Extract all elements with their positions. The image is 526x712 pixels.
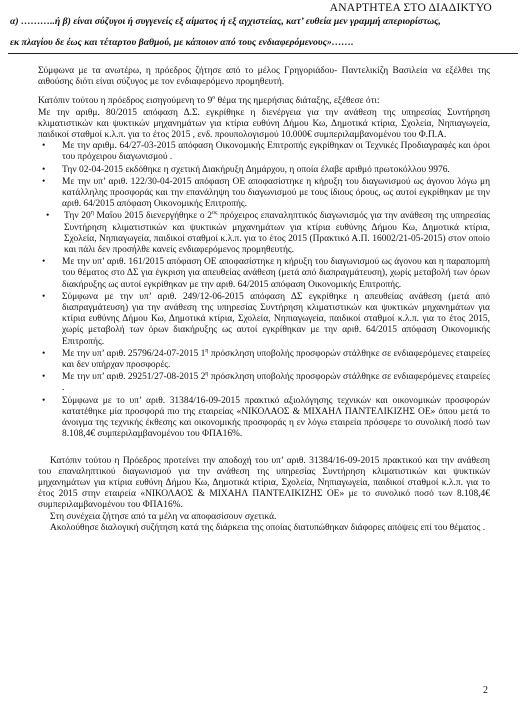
list-item: • Με την υπ’ αριθ. 29251/27-08-2015 $2^\eta$ πρόσκληση υποβολής προσφορών στάλθηκε σε ενδιαφερόμενες εταιρείες .	[42, 371, 490, 394]
bullet-icon: •	[42, 372, 46, 383]
paragraph-discussion: Ακολούθησε διαλογική συζήτηση κατά της διάρκεια της οποίας διατυπώθηκαν διάφορες απόψεις επί του θέματος .	[50, 522, 486, 533]
list-item: • Την 02-04-2015 εκδόθηκε η σχετική Διακήρυξη Δημάρχου, η οποία έλαβε αριθμό πρωτοκόλλου 9976.	[42, 164, 450, 175]
header-divider	[8, 53, 518, 54]
bullet-icon: •	[46, 211, 50, 222]
bullet-icon: •	[42, 257, 46, 268]
document-body	[38, 66, 490, 534]
bullet-icon: •	[42, 395, 46, 406]
paragraph-agenda-item: Κατόπιν τούτου η πρόεδρος εισηγούμενη το $9^o$ θέμα της ημερήσιας διάταξης, εξέθεσε ότι:	[38, 95, 380, 107]
header-quote-line-1: α) ………..ή β) είναι σύζυγοι ή συγγενείς εξ αίματος ή εξ αγχιστείας, κατ’ ευθεία μεν γραμμή απεριορίστως,	[10, 16, 441, 27]
list-item: • Με την υπ’ αριθ. 122/30-04-2015 απόφαση ΟΕ αποφασίστηκε η κήρυξη του διαγωνισμού ως άγονου λόγω μη κατάλληλης προσφοράς και την επανάληψη του διαγωνισμού με τους ίδιους όρους, ως αυτοί εγκρίθηκαν με την αριθ. 64/2015 απόφαση Οικονομικής Επιτροπής.	[42, 176, 490, 210]
header-quote-line-2: εκ πλαγίου δε έως και τέταρτου βαθμού, με κάποιον από τους ενδιαφερόμενους»…….	[10, 37, 354, 48]
paragraph-decision-80: Με την αριθμ. 80/2015 απόφαση Δ.Σ. εγκρίθηκε η διενέργεια για την ανάθεση της υπηρεσίας Συντήρηση κλιματιστικών και ψυκτικών μηχανημάτων για κτίρια ευθύνη Δήμου Κω, Δημοτικά κτίρια, Σχολεία, Νηπιαγωγεία, παιδικοί σταθμοί κ.λ.π. για το έτος 2015 , ενδ. προυπολογισμού 10.000€ συμπεριλαμβανομένου του Φ.Π.Α.	[38, 107, 490, 141]
list-item: • Με την υπ’ αριθ. 161/2015 απόφαση ΟΕ αποφασίστηκε η κήρυξη του διαγωνισμού ως άγονου και η παραπομπή του θέματος στο ΔΣ για έγκριση για απευθείας ανάθεση (μετά από διαπραγμάτευση), χωρίς μεταβολή των όρων διακήρυξης ως αυτοί εγκρίθηκαν με την αριθ. 64/2015 απόφαση Οικονομικής Επιτροπής.	[42, 257, 490, 290]
bullet-icon: •	[42, 291, 46, 302]
list-item: • Με την αριθμ. 64/27-03-2015 απόφαση Οικονομικής Επιτροπής εγκρίθηκαν οι Τεχνικές Προδιαγραφές και όροι του πρόχειρου διαγωνισμού .	[42, 141, 490, 163]
paragraph-vote-request: Στη συνέχεια ζήτησε από τα μέλη να αποφασίσουν σχετικά.	[50, 511, 277, 522]
list-item: • Την $20^\eta$ Μαΐου 2015 διενεργήθηκε ο $2^{o\varsigma}$ πρόχειρος επαναληπτικός διαγωνισμός για την ανάθεση της υπηρεσίας Συντήρηση κλιματιστικών και ψυκτικών μηχανημάτων για κτίρια ευθύνης Δήμου Κω, Δημοτικά κτίρια, Σχολεία, Νηπιαγωγεία, παιδικοί σταθμοί κ.λ.π. για το έτος 2015 (Πρακτικό Α.Π. 16002/21-05-2015) στον οποίο και πάλι δεν προσήλθε κανείς ενδιαφερόμενος προμηθευτής.	[46, 210, 491, 256]
paragraph-member-exit: Σύμφωνα με τα ανωτέρω, η πρόεδρος ζήτησε από το μέλος Γρηγοριάδου- Παντελικίζη Βασιλεία να εξέλθει της αιθούσης διότι είναι σύζυγος με τον ενδιαφερόμενο προμηθευτή.	[38, 66, 490, 88]
decision-history-list	[38, 141, 490, 440]
publication-title: ΑΝΑΡΤΗΤΕΑ ΣΤΟ ΔΙΑΔΙΚΤΥΟ	[329, 1, 492, 14]
bullet-icon: •	[42, 164, 46, 175]
list-item: • Με την υπ’ αριθ. 25796/24-07-2015 $1^\eta$ πρόσκληση υποβολής προσφορών στάλθηκε σε ενδιαφερόμενες εταιρείες και δεν υπήρχαν προσφορές.	[42, 347, 490, 371]
paragraph-proposal: Κατόπιν τούτου η Πρόεδρος προτείνει την αποδοχή του υπ’ αριθ. 31384/16-09-2015 πρακτικού και την ανάθεση του επαναληπτικού διαγωνισμού για την ανάθεση της υπηρεσίας Συντήρηση κλιματιστικών και ψυκτικών μηχανημάτων για κτίρια ευθύνη Δήμου Κω, Δημοτικά κτίρια, Σχολεία, Νηπιαγωγεία, παιδικοί σταθμοί κ.λ.π. για το έτος 2015 στην εταιρεία «ΝΙΚΟΛΑΟΣ & ΜΙΧΑΗΛ ΠΑΝΤΕΛΙΚΙΖΗΣ ΟΕ» με το συνολικό ποσό των 8.108,4€ συμπεριλαμβανομένου του ΦΠΑ16%.	[38, 455, 490, 511]
page-number: 2	[483, 685, 488, 696]
list-item: • Σύμφωνα με την υπ’ αριθ. 249/12-06-2015 απόφαση ΔΣ εγκρίθηκε η απευθείας ανάθεση (μετά από διαπραγμάτευση) για την ανάθεση της υπηρεσίας Συντήρηση κλιματιστικών και ψυκτικών μηχανημάτων για κτίρια ευθύνης Δήμου Κω, Δημοτικά κτίρια, Σχολεία, Νηπιαγωγεία, παιδικοί σταθμοί κ.λ.π. για το έτος 2015, χωρίς μεταβολή των όρων διακήρυξης ως αυτοί εγκρίθηκαν με την αριθ. 64/2015 απόφαση Οικονομικής Επιτροπής.	[42, 291, 490, 347]
bullet-icon: •	[42, 348, 46, 359]
bullet-icon: •	[42, 141, 46, 152]
list-item: • Σύμφωνα με το υπ’ αριθ. 31384/16-09-2015 πρακτικό αξιολόγησης τεχνικών και οικονομικών προσφορών κατατέθηκε μία προσφορά πιο της εταιρείας «ΝΙΚΟΛΑΟΣ & ΜΙΧΑΗΛ ΠΑΝΤΕΛΙΚΙΖΗΣ ΟΕ» όπου μετά το άνοιγμα της τεχνικής έκθεσης και οικονομικής προσφοράς η εν λόγω εταιρεία πρόσφερε το συνολική ποσό των 8.108,4€ συμπεριλαμβανομένου του ΦΠΑ16%.	[42, 395, 490, 440]
bullet-icon: •	[42, 176, 46, 187]
